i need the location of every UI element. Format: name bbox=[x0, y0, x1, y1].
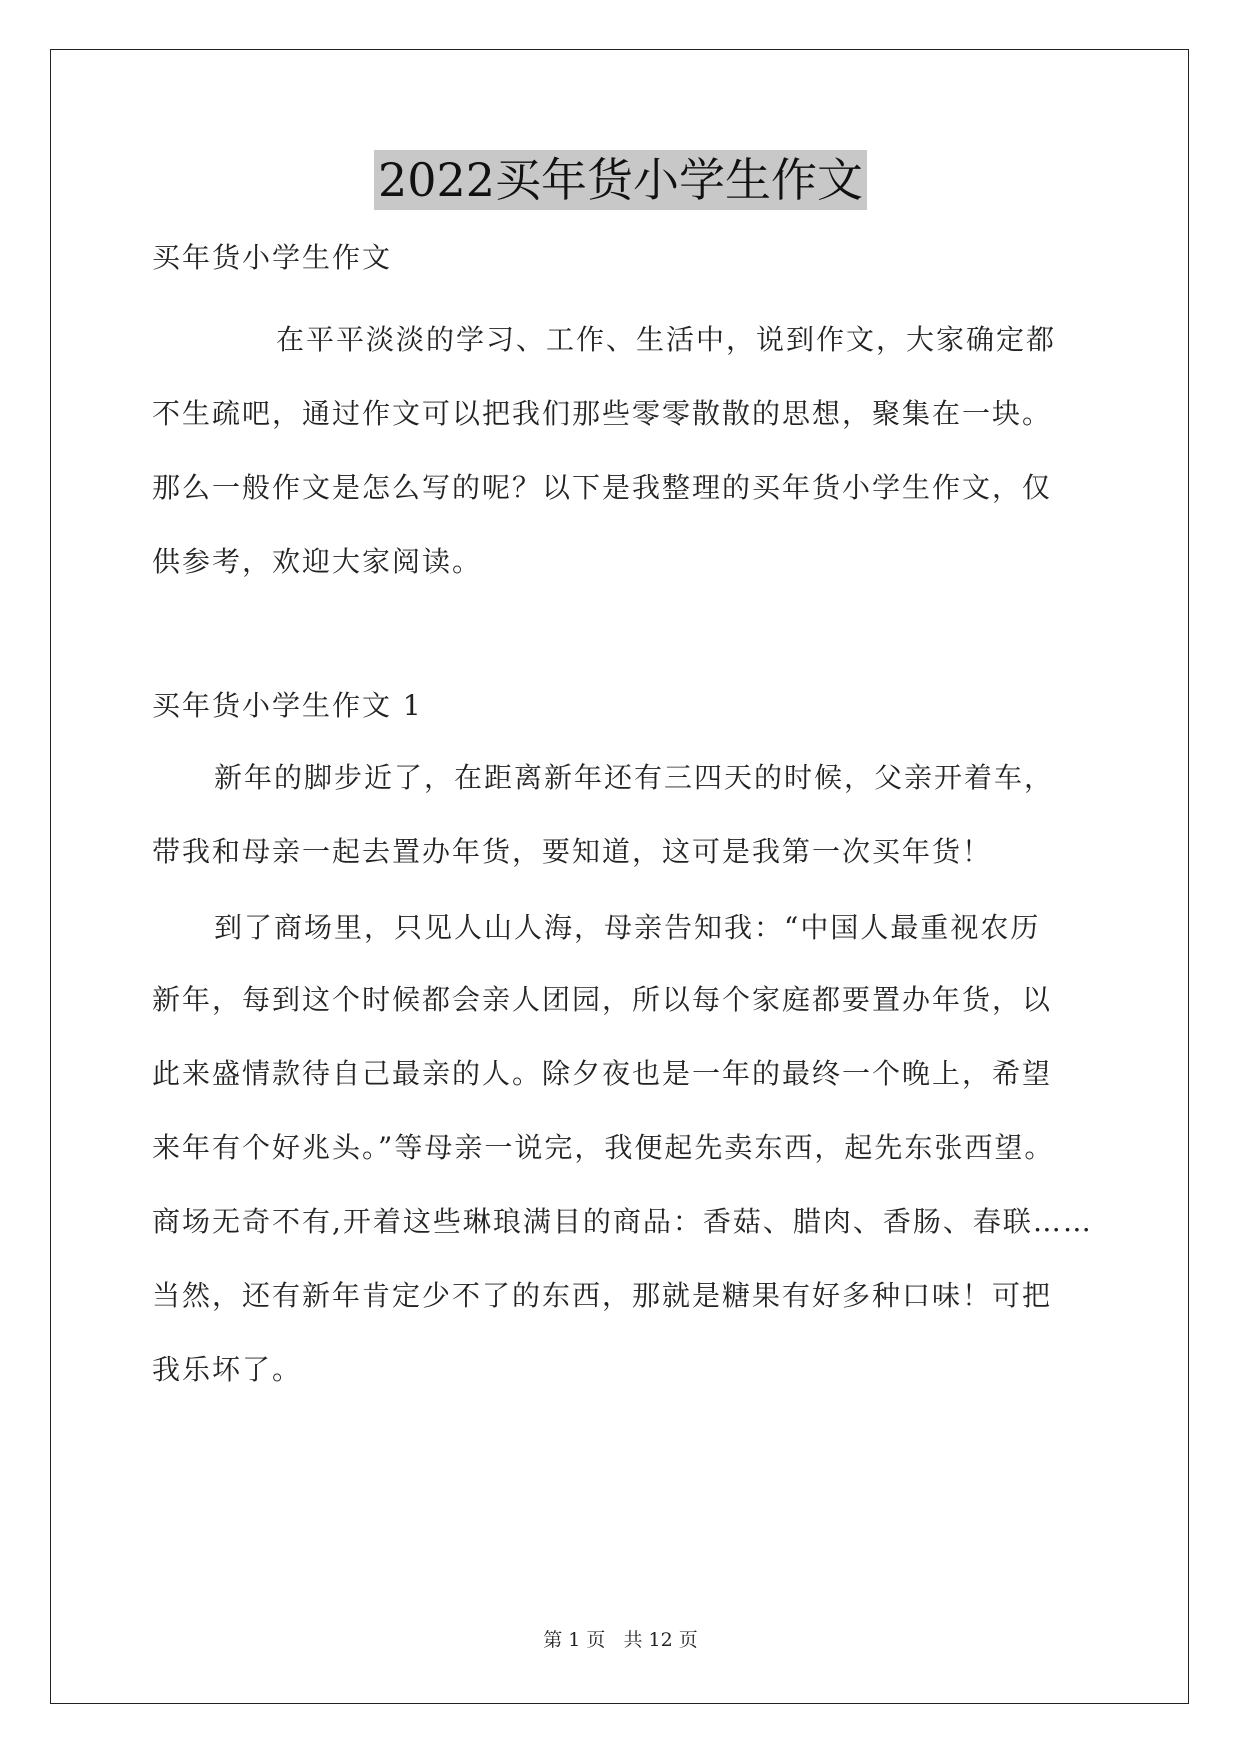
text-line: 商场无奇不有,开着这些琳琅满目的商品：香菇、腊肉、香肠、春联…… bbox=[152, 1205, 1093, 1238]
text-line: 此来盛情款待自己最亲的人。除夕夜也是一年的最终一个晚上，希望 bbox=[152, 1057, 1053, 1090]
page-number: 第 1 页 bbox=[543, 1629, 606, 1651]
text-line: 供参考，欢迎大家阅读。 bbox=[152, 545, 483, 578]
text-line: 我乐坏了。 bbox=[152, 1353, 303, 1386]
text-line: 到了商场里，只见人山人海，母亲告知我：“中国人最重视农历 bbox=[214, 911, 1041, 944]
page-total: 共 12 页 bbox=[623, 1629, 698, 1651]
title-container bbox=[0, 150, 1241, 210]
text-line: 买年货小学生作文 bbox=[152, 241, 393, 274]
text-line: 来年有个好兆头。”等母亲一说完，我便起先卖东西，起先东张西望。 bbox=[152, 1131, 1055, 1164]
text-line: 带我和母亲一起去置办年货，要知道，这可是我第一次买年货！ bbox=[152, 835, 993, 868]
text-line: 不生疏吧，通过作文可以把我们那些零零散散的思想，聚集在一块。 bbox=[152, 397, 1053, 430]
text-line: 新年的脚步近了，在距离新年还有三四天的时候，父亲开着车， bbox=[214, 761, 1055, 794]
text-line: 当然，还有新年肯定少不了的东西，那就是糖果有好多种口味！可把 bbox=[152, 1279, 1053, 1312]
text-line: 那么一般作文是怎么写的呢？以下是我整理的买年货小学生作文，仅 bbox=[152, 471, 1053, 504]
text-line: 新年，每到这个时候都会亲人团园，所以每个家庭都要置办年货，以 bbox=[152, 983, 1053, 1016]
page-footer bbox=[0, 1625, 1241, 1652]
document-title: 2022买年货小学生作文 bbox=[374, 150, 867, 210]
section-heading: 买年货小学生作文 1 bbox=[152, 689, 423, 722]
page-border bbox=[50, 49, 1189, 1704]
text-line: 在平平淡淡的学习、工作、生活中，说到作文，大家确定都 bbox=[276, 323, 1057, 356]
